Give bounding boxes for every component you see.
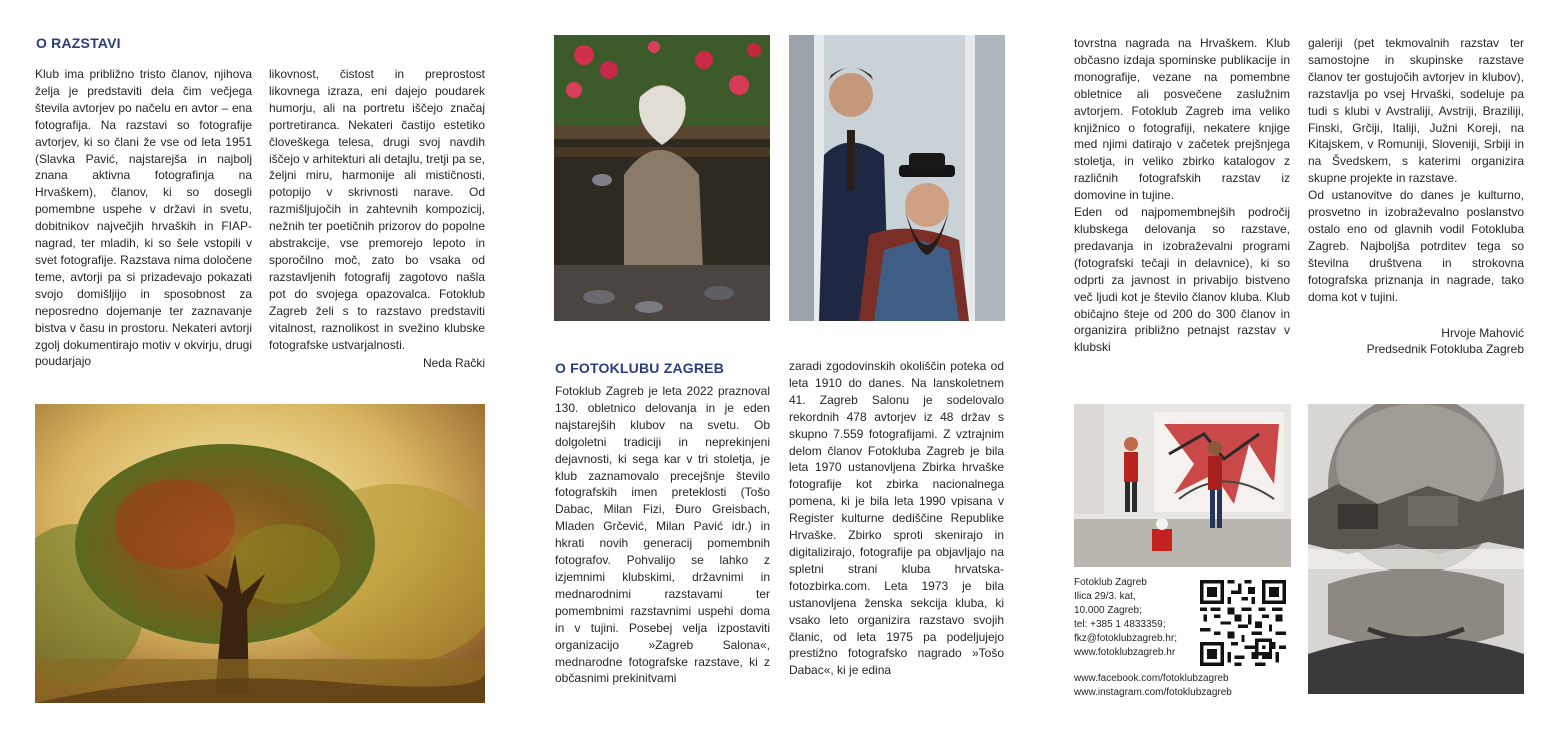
right-col2-para1: galeriji (pet tekmovalnih razstav ter samostojne in skupinske razstave članov ter gostujočih avtorjev in klubov), razstavlja po vsej Hrvaški, sodeluje pa tudi s klubi v Avstraliji, Avstriji, Braziliji, Finski, Grčiji, Italiji, Južni Koreji, na Kitajskem, v Romuniji, Sloveniji, Srbiji in na Švedskem, s katerimi organizira skupne projekte in razstave. (1308, 36, 1524, 186)
left-col1-text: Klub ima približno tristo članov, njihova želja je predstaviti dela čim večjega števila avtorjev po načelu en avtor – ena fotografija. Na razstavi so fotografije avtorjev, ki so člani že vse od leta 1951 (Slavka Pavić, najstarejša in najbolj znana aktivna fotografinja na Hrvaškem), članov, ki so dosegli pomembne uspehe v državi in svetu, dobitnikov največjih hrvaških in FIAP-nagrad, ter mladih, ki so šele vstopili v svet fotografije. Razstava nima določene teme, avtorji pa si prizadevajo pokazati svojo domišljijo in sposobnost za neposredno dojemanje ter zaznavanje bistva v času in prostoru. Nekateri avtorji zgolj dokumentirajo motiv v okvirju, drugi poudarjajo (35, 67, 252, 369)
facebook-link[interactable]: www.facebook.com/fotoklubzagreb (1074, 673, 1229, 684)
middle-col1-text: Fotoklub Zagreb je leta 2022 praznoval 130. obletnico delovanja in je eden najstarejših klubov na svetu. Ob dolgoletni tradiciji in neprekinjeni dejavnosti, ki sega kar v tri stoletja, je klub zaznamovalo precejšnje število fotografskih imen preteklosti (Tošo Dabac, Milan Fizi, Đuro Greisbach, Mladen Grčević, Milan Pavić idr.) in hkrati novih generacij pomembnih fotografov. Pohvalijo se lahko z izjemnimi klubskimi, državnimi in mednarodnimi razstavami ter pomembnimi razstavnimi uspehi doma in v tujini. Posebej velja izpostaviti organizacijo »Zagreb Salona«, mednarodne fotografske razstave, ki z občasnimi prekinitvami (555, 384, 770, 686)
instagram-link[interactable]: www.instagram.com/fotoklubzagreb (1074, 687, 1232, 698)
right-column-2 (1308, 35, 1524, 358)
qr-code (1200, 580, 1286, 666)
photo-autumn-tree (35, 404, 485, 703)
heading-o-razstavi: O RAZSTAVI (36, 35, 121, 51)
right-col1-para1: tovrstna nagrada na Hrvaškem. Klub občasno izdaja spominske publikacije in monografije, vezane na pomembne obletnice ali posvečene zaslužnim avtorjem. Fotoklub Zagreb ima veliko knjižnico o fotografiji, nekatere knjige med njimi datirajo v začetek prejšnjega stoletja, in veliko zbirko katalogov z različnih fotografskih razstav iz domovine in tujine. (1074, 36, 1290, 203)
social-links (1074, 672, 1274, 700)
middle-column-2 (789, 358, 1004, 679)
contact-email[interactable]: fkz@fotoklubzagreb.hr; (1074, 633, 1177, 644)
photo-torn-portrait (1308, 404, 1524, 694)
left-col2-text: likovnost, čistost in preprostost likovnega izraza, eni dajejo poudarek humorju, ali na portretu iščejo značaj portretiranca. Nekateri častijo estetiko človeškega telesa, drugi svoj navdih iščejo v arhitekturi ali detajlu, tretji pa se, željni miru, harmonije ali mističnosti, potopijo v skrivnosti narave. Od razmišljujočih in zahtevnih kompozicij, nežnih ter poetičnih prizorov do popolne abstrakcije, vse premorejo lepoto in sporočilno moč, zato bo vsaka od razstavljenih fotografij zagotovo našla pot do svojega opazovalca. Fotoklub Zagreb želi s to razstavo predstaviti vitalnost, raznolikost in svežino klubske fotografske ustvarjalnosti. (269, 67, 485, 352)
photo-old-man-pigeons (554, 35, 770, 321)
right-column-1 (1074, 35, 1290, 356)
left-column-1 (35, 66, 252, 370)
middle-column-1 (555, 383, 770, 687)
signature-name: Hrvoje Mahović (1441, 325, 1524, 340)
signature-title: Predsednik Fotokluba Zagreb (1366, 342, 1524, 357)
signature-neda-racki: Neda Rački (422, 356, 485, 371)
photo-two-men (789, 35, 1005, 321)
contact-address-2: 10.000 Zagreb; (1074, 605, 1142, 616)
contact-address-1: Ilica 29/3. kat, (1074, 591, 1136, 602)
contact-block (1074, 576, 1194, 660)
left-column-2 (269, 66, 485, 372)
contact-web[interactable]: www.fotoklubzagreb.hr (1074, 647, 1176, 658)
photo-gallery-exhibition (1074, 404, 1291, 567)
contact-tel: tel: +385 1 4833359; (1074, 619, 1166, 630)
right-col1-para2: Eden od najpomembnejših področij klubskega delovanja so razstave, predavanja in izobraževalni programi (fotografski tečaji in delavnice), ki so odprti za javnost in privabijo bistveno več ljudi kot je število članov kluba. Klub običajno šteje od 200 do 300 članov in organizira približno petnajst razstav v klubski (1074, 205, 1290, 355)
contact-name: Fotoklub Zagreb (1074, 577, 1147, 588)
middle-col2-text: zaradi zgodovinskih okoliščin poteka od leta 1910 do danes. Na lanskoletnem 41. Zagreb Salonu je sodelovalo rekordnih 478 avtorjev iz 48 držav s skupno 7.559 fotografijami. Z vztrajnim delom članov Fotokluba Zagreb je bila leta 1970 ustanovljena Zbirka hrvaške fotografije kot zbirka nacionalnega pomena, ki je bila leta 1990 vpisana v Register kulturne dediščine Republike Hrvaške. Zbirko sproti skenirajo in digitalizirajo, fotografije pa objavljajo na spletni strani kluba hrvatska-fotozbirka.com. Leta 1973 je bila ustanovljena ženska sekcija kluba, ki vsako leto organizira razstavo svojih članic, od leta 1975 pa podeljujejo prestižno fotografsko nagrado »Tošo Dabac«, ki je edina (789, 359, 1004, 678)
heading-o-fotoklubu-zagreb: O FOTOKLUBU ZAGREB (555, 360, 725, 376)
right-col2-para2: Od ustanovitve do danes je kulturno, prosvetno in izobraževalno poslanstvo ostalo eno od glavnih vodil Fotokluba Zagreb. Najboljša potrditev tega so številna društvena in strokovna fotografska priznanja in nagrade, tako doma kot v tujini. (1308, 188, 1524, 304)
